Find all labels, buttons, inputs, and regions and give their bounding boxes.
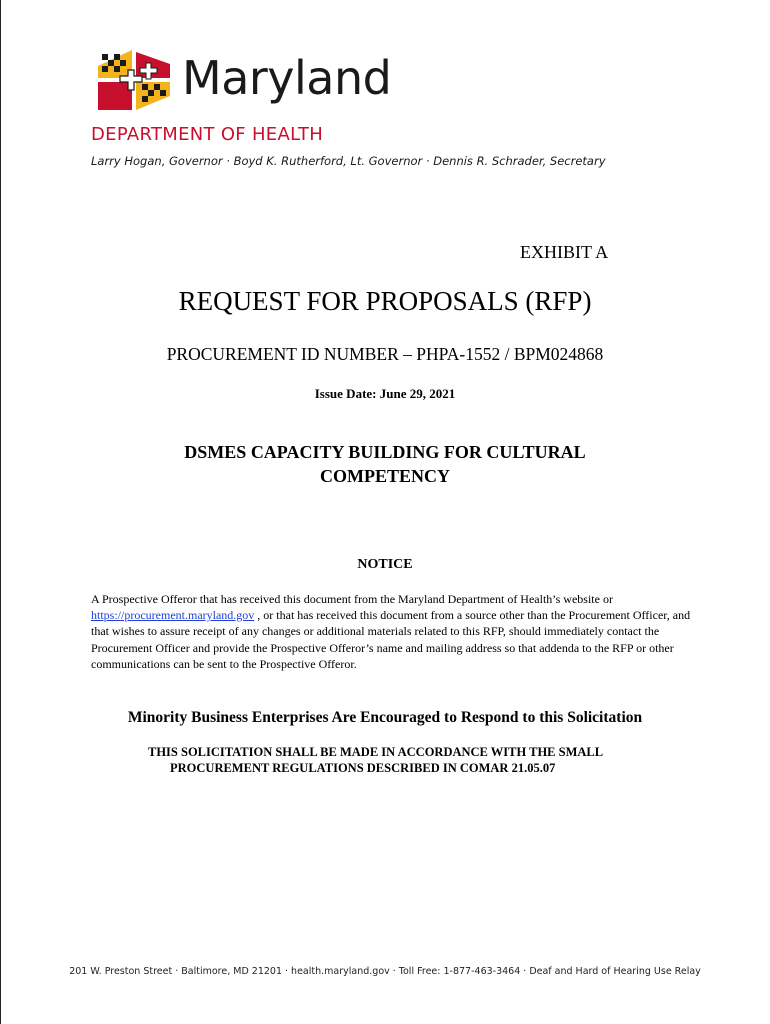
notice-text-1: A Prospective Offeror that has received this document from the Maryland Department of Health’s website or	[91, 592, 613, 606]
page-footer: 201 W. Preston Street · Baltimore, MD 21201 · health.maryland.gov · Toll Free: 1-877-463-3464 · Deaf and Hard of Hearing Use Relay	[69, 966, 701, 977]
page-title: REQUEST FOR PROPOSALS (RFP)	[178, 286, 592, 316]
logo-wordmark: Maryland	[182, 51, 392, 105]
project-title-line-2: COMPETENCY	[320, 466, 450, 486]
officials-line: Larry Hogan, Governor · Boyd K. Rutherford, Lt. Governor · Dennis R. Schrader, Secretary	[91, 154, 606, 168]
procurement-id: PROCUREMENT ID NUMBER – PHPA-1552 / BPM024868	[166, 344, 604, 364]
project-title-line-1: DSMES CAPACITY BUILDING FOR CULTURAL	[184, 442, 586, 462]
notice-text-2: , or that has received this document from a source other than the Procurement Officer, and that wishes to assure receipt of any changes or additional materials related to this RFP, should immediately contact the Procurement Officer and provide the Prospective Offeror’s name and mailing address so that addenda to the RFP or other communications can be sent to the Prospective Offeror.	[91, 608, 691, 671]
small-procurement-line-1: THIS SOLICITATION SHALL BE MADE IN ACCORDANCE WITH THE SMALL	[148, 745, 604, 759]
small-procurement-notice	[148, 744, 678, 776]
notice-paragraph	[91, 591, 691, 672]
small-procurement-line-2: PROCUREMENT REGULATIONS DESCRIBED IN COMAR 21.05.07	[170, 761, 556, 775]
issue-date: Issue Date: June 29, 2021	[314, 386, 456, 401]
mbe-statement: Minority Business Enterprises Are Encouraged to Respond to this Solicitation	[127, 709, 643, 726]
procurement-link[interactable]: https://procurement.maryland.gov	[91, 608, 255, 623]
exhibit-label: EXHIBIT A	[520, 242, 609, 262]
maryland-health-logo	[90, 48, 435, 120]
department-name: DEPARTMENT OF HEALTH	[91, 124, 324, 145]
page-left-border	[0, 0, 1, 1024]
notice-heading: NOTICE	[357, 557, 413, 572]
project-title	[0, 440, 770, 488]
maryland-flag-icon	[90, 50, 176, 114]
